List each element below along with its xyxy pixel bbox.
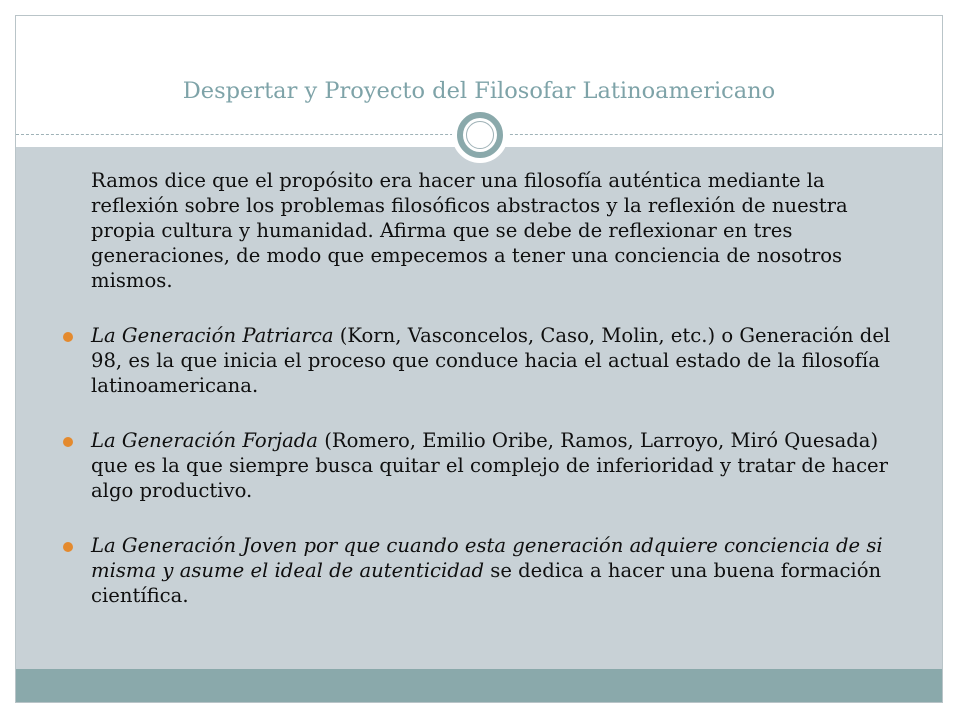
bullet-text: (Romero, Emilio Oribe, Ramos, Larroyo, Miró Quesada) que es la que siempre busca quitar el complejo de inferioridad y tratar de hacer algo productivo. <box>91 429 889 502</box>
slide-body <box>75 168 905 638</box>
bullet-text: se dedica a hacer una buena formación científica. <box>91 559 882 607</box>
bullet-dot-icon <box>63 437 73 447</box>
footer-band <box>16 669 942 702</box>
bullet-item-forjada <box>75 428 905 503</box>
bullet-text: (Korn, Vasconcelos, Caso, Molin, etc.) o Generación del 98, es la que inicia el proceso que conduce hacia el actual estado de la filosofía latinoamericana. <box>91 324 891 397</box>
bullet-italic-text: La Generación Joven por que cuando esta generación adquiere conciencia de si misma y asume el ideal de autenticidad <box>91 534 883 582</box>
intro-paragraph: Ramos dice que el propósito era hacer una filosofía auténtica mediante la reflexión sobre los problemas filosóficos abstractos y la reflexión de nuestra propia cultura y humanidad. Afirma que se debe de reflexionar en tres generaciones, de modo que empecemos a tener una conciencia de nosotros mismos. <box>91 169 848 292</box>
circle-ornament-icon <box>452 107 508 163</box>
bullet-item-patriarca <box>75 323 905 398</box>
bullet-italic-text: La Generación Forjada <box>91 429 318 452</box>
bullet-item-joven <box>75 533 905 608</box>
bullet-dot-icon <box>63 542 73 552</box>
bullet-list <box>75 323 905 608</box>
slide-title: Despertar y Proyecto del Filosofar Latinoamericano <box>182 78 776 104</box>
bullet-dot-icon <box>63 332 73 342</box>
bullet-italic-text: La Generación Patriarca <box>91 324 334 347</box>
